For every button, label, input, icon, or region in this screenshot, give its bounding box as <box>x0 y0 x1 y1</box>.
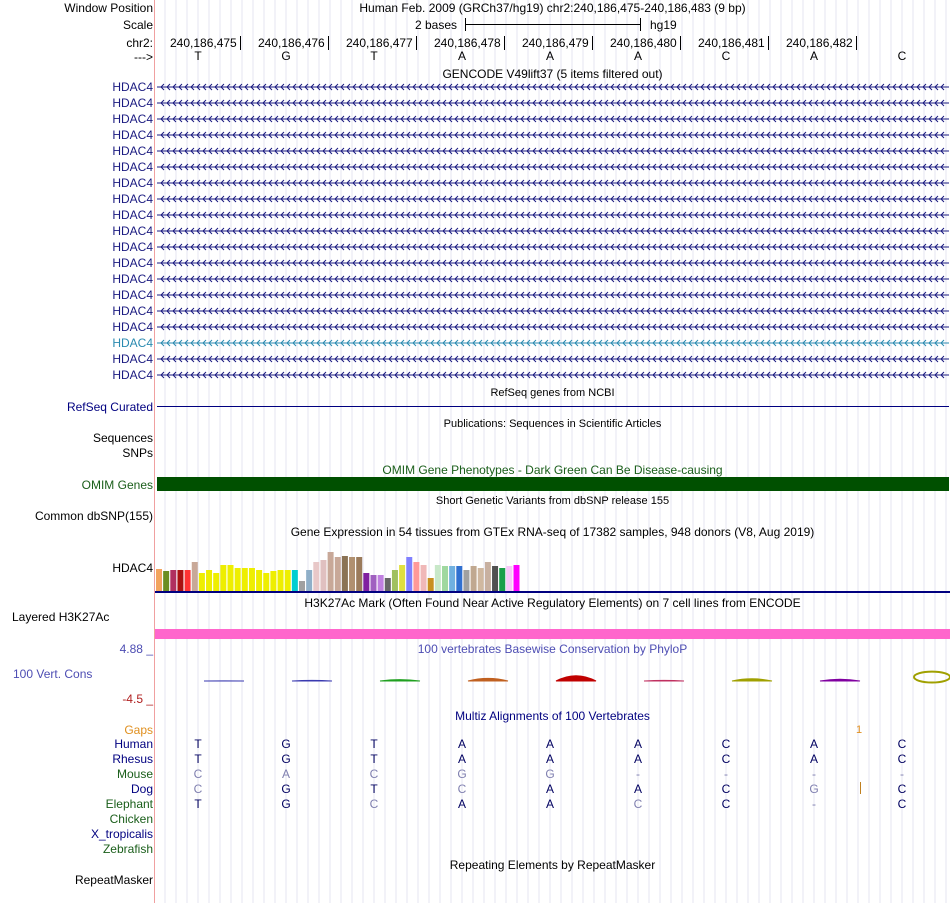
multiz-base: C <box>193 782 203 796</box>
gtex-tissue-bar <box>428 578 434 591</box>
multiz-base: - <box>812 797 816 811</box>
multiz-base: T <box>194 737 202 751</box>
gencode-transcript-line[interactable] <box>157 242 949 252</box>
gtex-tissue-bar <box>299 581 305 591</box>
gtex-tissue-bar <box>313 562 319 591</box>
phylop-glyph <box>820 679 860 681</box>
gencode-gene-label[interactable]: HDAC4 <box>112 352 153 366</box>
window-position-value: Human Feb. 2009 (GRCh37/hg19) chr2:240,186,475-240,186,483 (9 bp) <box>359 1 746 15</box>
gtex-tissue-bar <box>421 565 427 591</box>
gtex-tissue-bar <box>270 571 276 591</box>
multiz-base: - <box>812 767 816 781</box>
multiz-base: C <box>457 782 467 796</box>
h3k27ac-track-title: H3K27Ac Mark (Often Found Near Active Regulatory Elements) on 7 cell lines from ENCODE <box>304 596 801 610</box>
omim-track-label[interactable]: OMIM Genes <box>81 478 153 492</box>
gencode-gene-label[interactable]: HDAC4 <box>112 192 153 206</box>
multiz-base: C <box>897 782 907 796</box>
multiz-base: G <box>545 767 555 781</box>
phylop-glyph <box>644 680 684 681</box>
ruler-coordinate: 240,186,479 <box>522 36 593 50</box>
gtex-tissue-bar <box>478 568 484 591</box>
multiz-base: G <box>809 782 819 796</box>
reference-base: C <box>897 49 907 63</box>
reference-base: T <box>194 49 202 63</box>
dbsnp-track-label[interactable]: Common dbSNP(155) <box>34 509 153 523</box>
gencode-track-title: GENCODE V49lift37 (5 items filtered out) <box>442 67 663 81</box>
gtex-tissue-bar <box>242 568 248 591</box>
gtex-bar-chart[interactable] <box>155 539 535 591</box>
multiz-base: A <box>545 797 554 811</box>
reference-base: G <box>281 49 291 63</box>
publications-sequences-label[interactable]: Sequences <box>92 431 153 445</box>
gencode-transcript-line[interactable] <box>157 258 949 268</box>
reference-base: A <box>809 49 818 63</box>
gtex-tissue-bar <box>492 566 498 591</box>
ruler-coordinate: 240,186,476 <box>258 36 329 50</box>
omim-gene-bar[interactable] <box>157 477 949 491</box>
multiz-base: C <box>897 797 907 811</box>
multiz-base: A <box>457 752 466 766</box>
phylop-graph[interactable] <box>155 655 950 705</box>
multiz-base: G <box>281 737 291 751</box>
multiz-base: C <box>369 797 379 811</box>
gtex-tissue-bar <box>206 570 212 591</box>
phylop-max-label: 4.88 _ <box>119 642 153 656</box>
ruler-coordinate: 240,186,477 <box>346 36 417 50</box>
gtex-tissue-bar <box>177 570 183 591</box>
gencode-transcript-line[interactable] <box>157 114 949 124</box>
multiz-base: - <box>636 767 640 781</box>
h3k27ac-signal-bar[interactable] <box>155 629 950 639</box>
phylop-glyph <box>732 679 772 681</box>
gtex-tissue-bar <box>278 570 284 591</box>
multiz-base: A <box>281 767 290 781</box>
multiz-base: G <box>457 767 467 781</box>
multiz-species-label[interactable]: Mouse <box>116 767 153 781</box>
multiz-base: T <box>194 797 202 811</box>
gtex-tissue-bar <box>335 557 341 591</box>
multiz-species-label[interactable]: Zebrafish <box>102 842 153 856</box>
multiz-base: T <box>370 782 378 796</box>
gtex-tissue-bar <box>378 575 384 591</box>
gtex-tissue-bar <box>506 566 512 591</box>
gencode-transcript-line[interactable] <box>157 146 949 156</box>
gencode-gene-label[interactable]: HDAC4 <box>112 128 153 142</box>
multiz-species-label[interactable]: Human <box>114 737 153 751</box>
multiz-base: A <box>545 737 554 751</box>
multiz-base: A <box>809 737 818 751</box>
gencode-transcript-line[interactable] <box>157 306 949 316</box>
gencode-gene-label[interactable]: HDAC4 <box>112 368 153 382</box>
gtex-tissue-bar <box>435 565 441 591</box>
gtex-tissue-bar <box>306 570 312 591</box>
multiz-base: A <box>457 797 466 811</box>
multiz-species-label[interactable]: Chicken <box>109 812 153 826</box>
gencode-gene-label[interactable]: HDAC4 <box>112 80 153 94</box>
gtex-tissue-bar <box>256 570 262 591</box>
gencode-gene-label[interactable]: HDAC4 <box>112 112 153 126</box>
gtex-tissue-bar <box>192 562 198 591</box>
gencode-transcript-line[interactable] <box>157 274 949 284</box>
gencode-gene-label[interactable]: HDAC4 <box>112 320 153 334</box>
multiz-base: A <box>545 782 554 796</box>
gtex-tissue-bar <box>263 573 269 591</box>
gtex-tissue-bar <box>363 573 369 591</box>
multiz-base: A <box>545 752 554 766</box>
scale-bar <box>465 24 640 25</box>
reference-base: A <box>545 49 554 63</box>
gencode-transcript-line[interactable] <box>157 290 949 300</box>
gencode-transcript-line[interactable] <box>157 98 949 108</box>
multiz-base: T <box>194 752 202 766</box>
omim-track-title: OMIM Gene Phenotypes - Dark Green Can Be Disease-causing <box>382 463 723 477</box>
gtex-tissue-bar <box>292 570 298 591</box>
gtex-baseline <box>155 591 950 593</box>
gtex-tissue-bar <box>449 566 455 591</box>
multiz-base: G <box>281 752 291 766</box>
gtex-tissue-bar <box>228 565 234 591</box>
gtex-tissue-bar <box>399 565 405 591</box>
multiz-base: C <box>721 782 731 796</box>
multiz-base: C <box>633 797 643 811</box>
multiz-base: C <box>897 752 907 766</box>
multiz-species-label[interactable]: X_tropicalis <box>90 827 153 841</box>
gtex-tissue-bar <box>413 562 419 591</box>
phylop-glyph <box>380 680 420 681</box>
gtex-tissue-bar <box>328 552 334 591</box>
multiz-base: C <box>193 767 203 781</box>
gtex-tissue-bar <box>471 566 477 591</box>
phylop-glyph <box>556 676 596 681</box>
multiz-species-label[interactable]: Elephant <box>105 797 153 811</box>
gencode-gene-label[interactable]: HDAC4 <box>112 304 153 318</box>
reference-base: A <box>633 49 642 63</box>
multiz-base: C <box>721 737 731 751</box>
gtex-tissue-bar <box>320 560 326 591</box>
reference-base: T <box>370 49 378 63</box>
multiz-base: G <box>281 782 291 796</box>
refseq-gene-line[interactable] <box>157 406 949 407</box>
gtex-tissue-bar <box>156 569 162 591</box>
gtex-tissue-bar <box>442 566 448 591</box>
gencode-transcript-line[interactable] <box>157 338 949 348</box>
strand-label: ---> <box>134 50 153 64</box>
gencode-transcript-line[interactable] <box>157 226 949 236</box>
gtex-tissue-bar <box>371 575 377 591</box>
gencode-transcript-line[interactable] <box>157 178 949 188</box>
gtex-tissue-bar <box>213 573 219 591</box>
multiz-base: G <box>281 797 291 811</box>
gtex-tissue-bar <box>406 557 412 591</box>
multiz-base: C <box>721 752 731 766</box>
gencode-transcript-line[interactable] <box>157 354 949 364</box>
ruler-coordinate: 240,186,475 <box>170 36 241 50</box>
multiz-gaps-label[interactable]: Gaps <box>124 723 153 737</box>
gencode-gene-label[interactable]: HDAC4 <box>112 160 153 174</box>
ruler-coordinate: 240,186,478 <box>434 36 505 50</box>
gtex-tissue-bar <box>456 566 462 591</box>
multiz-base: A <box>809 752 818 766</box>
gtex-tissue-bar <box>249 568 255 591</box>
refseq-track-title: RefSeq genes from NCBI <box>490 387 615 399</box>
multiz-base: C <box>897 737 907 751</box>
publications-snps-label[interactable]: SNPs <box>122 446 153 460</box>
gencode-transcript-line[interactable] <box>157 322 949 332</box>
dbsnp-track-title: Short Genetic Variants from dbSNP release 155 <box>435 495 670 507</box>
gtex-tissue-bar <box>349 557 355 591</box>
scale-label: Scale <box>122 18 153 32</box>
gtex-tissue-bar <box>342 556 348 591</box>
gtex-tissue-bar <box>463 570 469 591</box>
gtex-tissue-bar <box>392 570 398 591</box>
gtex-tissue-bar <box>185 570 191 591</box>
gencode-gene-label[interactable]: HDAC4 <box>112 240 153 254</box>
h3k27ac-track-label[interactable]: Layered H3K27Ac <box>12 610 110 624</box>
track-left-border <box>154 0 155 903</box>
phylop-glyph <box>468 678 508 681</box>
gencode-gene-label[interactable]: HDAC4 <box>112 288 153 302</box>
multiz-base: - <box>724 767 728 781</box>
gtex-track-label[interactable]: HDAC4 <box>112 561 153 575</box>
multiz-base: A <box>633 782 642 796</box>
multiz-base: A <box>633 752 642 766</box>
gencode-transcript-line[interactable] <box>157 162 949 172</box>
gtex-tissue-bar <box>499 568 505 591</box>
gencode-gene-label[interactable]: HDAC4 <box>112 176 153 190</box>
scale-assembly: hg19 <box>650 18 677 32</box>
gencode-transcript-line[interactable] <box>157 82 949 92</box>
gencode-gene-label[interactable]: HDAC4 <box>112 256 153 270</box>
phylop-track-title: 100 vertebrates Basewise Conservation by PhyloP <box>417 642 688 656</box>
multiz-base: C <box>369 767 379 781</box>
ruler-coordinate: 240,186,480 <box>610 36 681 50</box>
multiz-base: A <box>633 737 642 751</box>
gtex-tissue-bar <box>163 571 169 591</box>
window-position-label: Window Position <box>64 1 153 15</box>
gencode-transcript-line[interactable] <box>157 130 949 140</box>
multiz-track-title: Multiz Alignments of 100 Vertebrates <box>455 709 650 723</box>
gencode-gene-label[interactable]: HDAC4 <box>112 336 153 350</box>
gtex-tissue-bar <box>356 557 362 591</box>
ruler-coordinate: 240,186,482 <box>786 36 857 50</box>
gencode-transcript-line[interactable] <box>157 210 949 220</box>
gtex-tissue-bar <box>199 573 205 591</box>
multiz-base: - <box>900 767 904 781</box>
reference-base: A <box>457 49 466 63</box>
phylop-min-label: -4.5 _ <box>122 692 153 706</box>
gtex-tissue-bar <box>385 578 391 591</box>
gencode-transcript-line[interactable] <box>157 370 949 380</box>
repeatmasker-track-title: Repeating Elements by RepeatMasker <box>449 858 656 872</box>
gtex-tissue-bar <box>285 570 291 591</box>
gtex-tissue-bar <box>485 562 491 591</box>
chrom-label: chr2: <box>126 36 153 50</box>
phylop-glyph <box>292 680 332 681</box>
repeatmasker-track-label[interactable]: RepeatMasker <box>74 873 153 887</box>
multiz-gap-mark: 1 <box>856 724 863 736</box>
phylop-track-label[interactable]: 100 Vert. Cons <box>13 667 93 681</box>
scale-bar-tick-left <box>465 18 466 31</box>
multiz-species-label[interactable]: Rhesus <box>112 752 153 766</box>
gencode-gene-label[interactable]: HDAC4 <box>112 272 153 286</box>
multiz-base: T <box>370 737 378 751</box>
publications-track-title: Publications: Sequences in Scientific Articles <box>443 418 662 430</box>
gencode-gene-label[interactable]: HDAC4 <box>112 96 153 110</box>
multiz-species-label[interactable]: Dog <box>130 782 153 796</box>
multiz-base: C <box>721 797 731 811</box>
phylop-glyph <box>914 672 950 683</box>
gencode-transcript-line[interactable] <box>157 194 949 204</box>
scale-text: 2 bases <box>415 18 458 32</box>
multiz-base: T <box>370 752 378 766</box>
gencode-gene-label[interactable]: HDAC4 <box>112 224 153 238</box>
gtex-tissue-bar <box>170 570 176 591</box>
gtex-tissue-bar <box>514 565 520 591</box>
refseq-track-label[interactable]: RefSeq Curated <box>66 400 153 414</box>
gencode-gene-label[interactable]: HDAC4 <box>112 208 153 222</box>
gtex-track-title: Gene Expression in 54 tissues from GTEx RNA-seq of 17382 samples, 948 donors (V8, Aug 2019) <box>290 525 815 539</box>
gencode-gene-label[interactable]: HDAC4 <box>112 144 153 158</box>
ruler-coordinate: 240,186,481 <box>698 36 769 50</box>
gtex-tissue-bar <box>220 565 226 591</box>
gtex-tissue-bar <box>235 568 241 591</box>
multiz-dog-insertion <box>860 782 861 794</box>
multiz-base: A <box>457 737 466 751</box>
scale-bar-tick-right <box>640 18 641 31</box>
reference-base: C <box>721 49 731 63</box>
